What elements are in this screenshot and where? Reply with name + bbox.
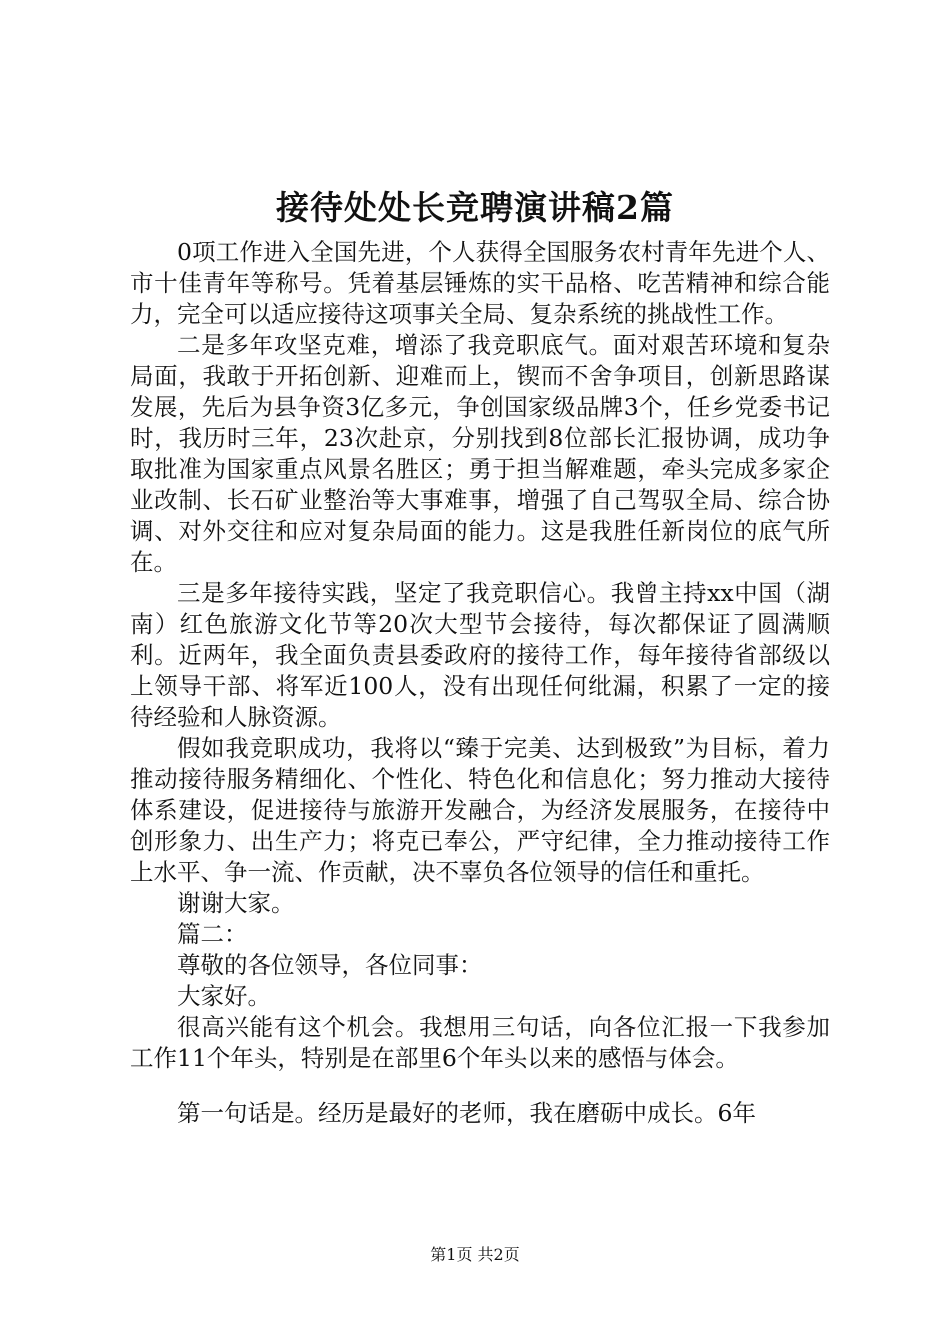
paragraph-8: 大家好。 [177,982,271,1010]
document-title: 接待处处长竞聘演讲稿2篇 [276,188,674,227]
paragraph-6: 篇二： [177,920,248,948]
paragraph-10: 第一句话是。经历是最好的老师，我在磨砺中成长。6年 [177,1099,756,1127]
paragraph-2: 二是多年攻坚克难，增添了我竞职底气。面对艰苦环境和复杂局面，我敢于开拓创新、迎难而上，锲而不舍争项目，创新思路谋发展，先后为县争资3亿多元，争创国家级品牌3个，任乡党委书记时，我历时三年，23次赴京，分别找到8位部长汇报协调，成功争取批准为国家重点风景名胜区；勇于担当解难题，牵头完成多家企业改制、长石矿业整治等大事难事，增强了自己驾驭全局、综合协调、对外交往和应对复杂局面的能力。这是我胜任新岗位的底气所在。 [130,331,830,576]
paragraph-1: 0项工作进入全国先进，个人获得全国服务农村青年先进个人、市十佳青年等称号。凭着基层锤炼的实干品格、吃苦精神和综合能力，完全可以适应接待这项事关全局、复杂系统的挑战性工作。 [130,238,830,328]
document-body [130,237,830,1129]
page-footer: 第1页 共2页 [430,1245,520,1264]
paragraph-5: 谢谢大家。 [177,889,295,917]
paragraph-4: 假如我竞职成功，我将以“臻于完美、达到极致”为目标，着力推动接待服务精细化、个性化、特色化和信息化；努力推动大接待体系建设，促进接待与旅游开发融合，为经济发展服务，在接待中创形象力、出生产力；将克已奉公，严守纪律，全力推动接待工作上水平、争一流、作贡献，决不辜负各位领导的信任和重托。 [130,734,830,886]
paragraph-3: 三是多年接待实践，坚定了我竞职信心。我曾主持xx中国（湖南）红色旅游文化节等20次大型节会接待，每次都保证了圆满顺利。近两年，我全面负责县委政府的接待工作，每年接待省部级以上领导干部、将军近100人，没有出现任何纰漏，积累了一定的接待经验和人脉资源。 [130,579,830,731]
paragraph-9: 很高兴能有这个机会。我想用三句话，向各位汇报一下我参加工作11个年头，特别是在部里6个年头以来的感悟与体会。 [130,1013,830,1072]
paragraph-7: 尊敬的各位领导，各位同事： [177,951,483,979]
